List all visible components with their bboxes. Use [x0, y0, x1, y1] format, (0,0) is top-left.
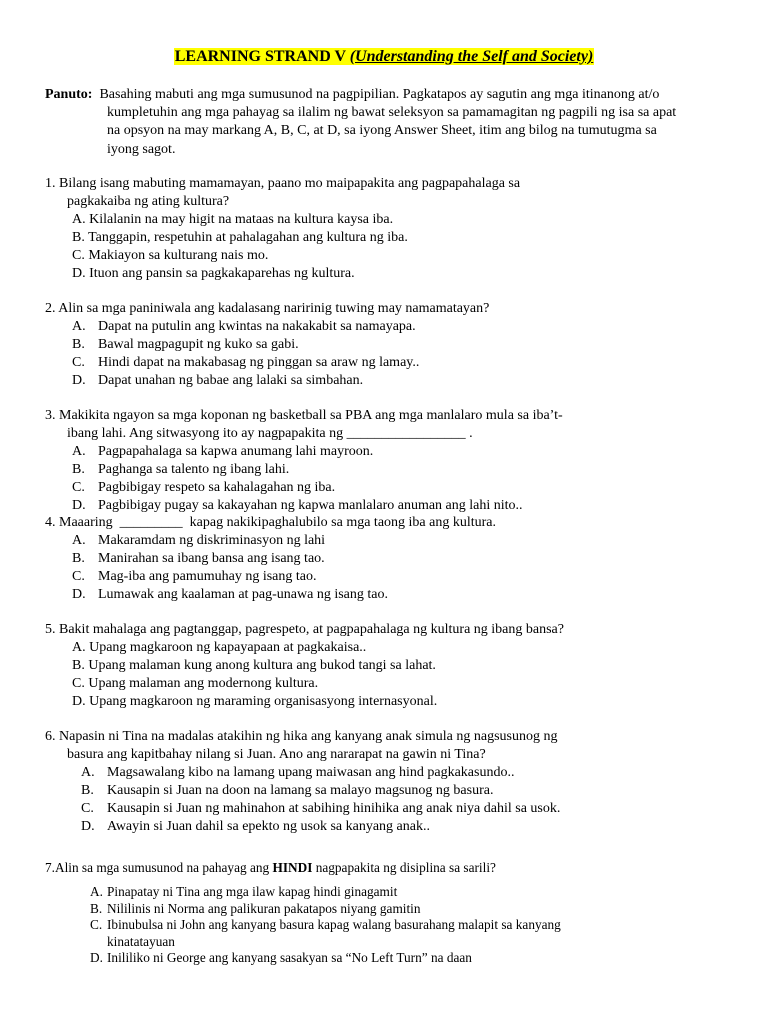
question-3-options: [45, 443, 735, 515]
option-letter: B.: [90, 900, 103, 916]
option-b: [72, 336, 735, 354]
option-b: [90, 901, 735, 918]
option-text: Bawal magpagupit ng kuko sa gabi.: [98, 337, 299, 352]
option-text: Dapat na putulin ang kwintas na nakakabit sa namayapa.: [98, 319, 416, 334]
option-letter: D.: [72, 587, 86, 602]
question-6-text: 6. Napasin ni Tina na madalas atakihin ng hika ang kanyang anak simula ng nagsusunog ng: [45, 729, 558, 744]
option-text: Pagbibigay pugay sa kakayahan ng kapwa manlalaro anuman ang lahi nito..: [98, 498, 523, 513]
directions: [45, 86, 735, 159]
option-text: Lumawak ang kaalaman at pag-unawa ng isang tao.: [98, 587, 389, 602]
option-c: [81, 800, 735, 818]
option-letter: B.: [81, 783, 94, 798]
directions-line-4: iyong sagot.: [107, 141, 176, 157]
option-d: D. Upang magkaroon ng maraming organisasyong internasyonal.: [72, 694, 438, 709]
option-text: Pinapatay ni Tina ang mga ilaw kapag hindi ginagamit: [107, 884, 398, 899]
option-b: [81, 782, 735, 800]
option-text: Kausapin si Juan na doon na lamang sa malayo magsunog ng basura.: [107, 783, 494, 798]
option-a: [90, 884, 735, 901]
directions-line-1: Basahing mabuti ang mga sumusunod na pagpipilian. Pagkatapos ay sagutin ang mga itinanong at/o: [99, 87, 660, 102]
option-letter: B.: [72, 337, 85, 352]
question-7-pre: 7.Alin sa mga sumusunod na pahayag ang: [45, 860, 273, 875]
option-letter: B.: [72, 462, 85, 477]
option-letter: D.: [72, 498, 86, 513]
question-1: [45, 175, 735, 283]
option-a: [72, 443, 735, 461]
option-text: Mag-iba ang pamumuhay ng isang tao.: [98, 569, 317, 584]
question-2: [45, 300, 735, 390]
option-letter: C.: [72, 569, 85, 584]
title-main: LEARNING STRAND V: [174, 48, 350, 65]
option-text: Nililinis ni Norma ang palikuran pakatapos niyang gamitin: [107, 900, 421, 916]
question-5: [45, 621, 735, 711]
option-letter: A.: [72, 444, 86, 459]
option-text: Makaramdam ng diskriminasyon ng lahi: [98, 533, 326, 548]
option-b: B. Tanggapin, respetuhin at pahalagahan ang kultura ng iba.: [72, 230, 408, 245]
option-text: Inililiko ni George ang kanyang sasakyan sa “No Left Turn” na daan: [107, 950, 472, 965]
option-text: Ibinubulsa ni John ang kanyang basura kapag walang basurahang malapit sa kanyang: [107, 917, 561, 932]
option-letter: C.: [90, 917, 103, 932]
option-text: Kausapin si Juan ng mahinahon at sabihing hinihika ang anak niya dahil sa usok.: [107, 801, 561, 816]
question-2-text: 2. Alin sa mga paniniwala ang kadalasang naririnig tuwing may namamatayan?: [45, 301, 490, 316]
option-text-cont: kinatatayuan: [107, 933, 175, 949]
question-4: [45, 514, 735, 604]
directions-line-3: na opsyon na may markang A, B, C, at D, sa iyong Answer Sheet, itim ang bilog na tumutugma sa: [107, 123, 657, 139]
question-7: [45, 859, 735, 967]
question-7-post: nagpapakita ng disiplina sa sarili?: [312, 860, 496, 875]
option-letter: D.: [90, 950, 103, 965]
option-c: [72, 354, 735, 372]
option-c: [72, 568, 735, 586]
option-c: [90, 917, 735, 950]
option-a: A. Upang magkaroon ng kapayapaan at pagkakaisa..: [72, 640, 367, 655]
option-letter: A.: [72, 533, 86, 548]
option-text: Awayin si Juan dahil sa epekto ng usok sa kanyang anak..: [107, 819, 430, 834]
option-d: [72, 586, 735, 604]
question-4-text: 4. Maaaring _________ kapag nakikipaghalubilo sa mga taong iba ang kultura.: [45, 515, 497, 530]
option-b: [72, 461, 735, 479]
option-text: Manirahan sa ibang bansa ang isang tao.: [98, 551, 325, 566]
page-title: [0, 47, 768, 67]
option-a: [72, 318, 735, 336]
option-letter: A.: [90, 884, 103, 899]
option-a: A. Kilalanin na may higit na mataas na kultura kaysa iba.: [72, 212, 394, 227]
question-4-options: [45, 532, 735, 604]
title-subtitle: (Understanding the Self and Society): [349, 48, 594, 65]
option-text: Magsawalang kibo na lamang upang maiwasan ang hind pagkakasundo..: [107, 765, 515, 780]
question-7-emphasis: HINDI: [272, 860, 313, 875]
option-text: Dapat unahan ng babae ang lalaki sa simbahan.: [98, 373, 364, 388]
question-3: [45, 407, 735, 515]
option-text: Paghanga sa talento ng ibang lahi.: [98, 462, 290, 477]
option-letter: C.: [72, 355, 85, 370]
option-letter: C.: [81, 801, 94, 816]
option-d: [90, 950, 735, 967]
option-text: Hindi dapat na makabasag ng pinggan sa araw ng lamay..: [98, 355, 420, 370]
option-d: D. Ituon ang pansin sa pagkakaparehas ng kultura.: [72, 266, 355, 281]
option-letter: A.: [81, 765, 95, 780]
option-a: [81, 764, 735, 782]
question-1-text: 1. Bilang isang mabuting mamamayan, paano mo maipapakita ang pagpapahalaga sa: [45, 176, 521, 191]
option-letter: A.: [72, 319, 86, 334]
directions-label: Panuto:: [45, 87, 93, 102]
question-6-options: [45, 764, 735, 836]
question-2-options: [45, 318, 735, 390]
option-c: [72, 479, 735, 497]
question-7-options: [45, 884, 735, 967]
option-text: Pagpapahalaga sa kapwa anumang lahi mayroon.: [98, 444, 374, 459]
question-7-text: [45, 859, 735, 877]
question-3-text: 3. Makikita ngayon sa mga koponan ng basketball sa PBA ang mga manlalaro mula sa iba’t-: [45, 408, 563, 423]
option-c: C. Makiayon sa kulturang nais mo.: [72, 248, 269, 263]
option-b: [72, 550, 735, 568]
question-5-text: 5. Bakit mahalaga ang pagtanggap, pagrespeto, at pagpapahalaga ng kultura ng ibang bansa?: [45, 622, 564, 637]
option-d: [72, 372, 735, 390]
question-1-text-cont: pagkakaiba ng ating kultura?: [67, 194, 230, 209]
option-c: C. Upang malaman ang modernong kultura.: [72, 676, 319, 691]
option-d: [72, 497, 735, 515]
title-highlight: [174, 48, 595, 65]
option-a: [72, 532, 735, 550]
option-letter: D.: [72, 373, 86, 388]
question-6: [45, 728, 735, 836]
option-b: B. Upang malaman kung anong kultura ang bukod tangi sa lahat.: [72, 658, 436, 673]
question-3-text-cont: ibang lahi. Ang sitwasyong ito ay nagpapakita ng _________________ .: [67, 426, 473, 441]
option-d: [81, 818, 735, 836]
option-letter: C.: [72, 480, 85, 495]
directions-line-2: kumpletuhin ang mga pahayag sa ilalim ng bawat seleksyon sa pamamagitan ng pagpili ng isa sa apat: [107, 105, 677, 121]
question-5-options: [45, 639, 735, 711]
option-letter: B.: [72, 551, 85, 566]
question-1-options: [45, 211, 735, 283]
option-letter: D.: [81, 819, 95, 834]
question-6-text-cont: basura ang kapitbahay nilang si Juan. Ano ang nararapat na gawin ni Tina?: [67, 747, 486, 762]
option-text: Pagbibigay respeto sa kahalagahan ng iba.: [98, 480, 336, 495]
